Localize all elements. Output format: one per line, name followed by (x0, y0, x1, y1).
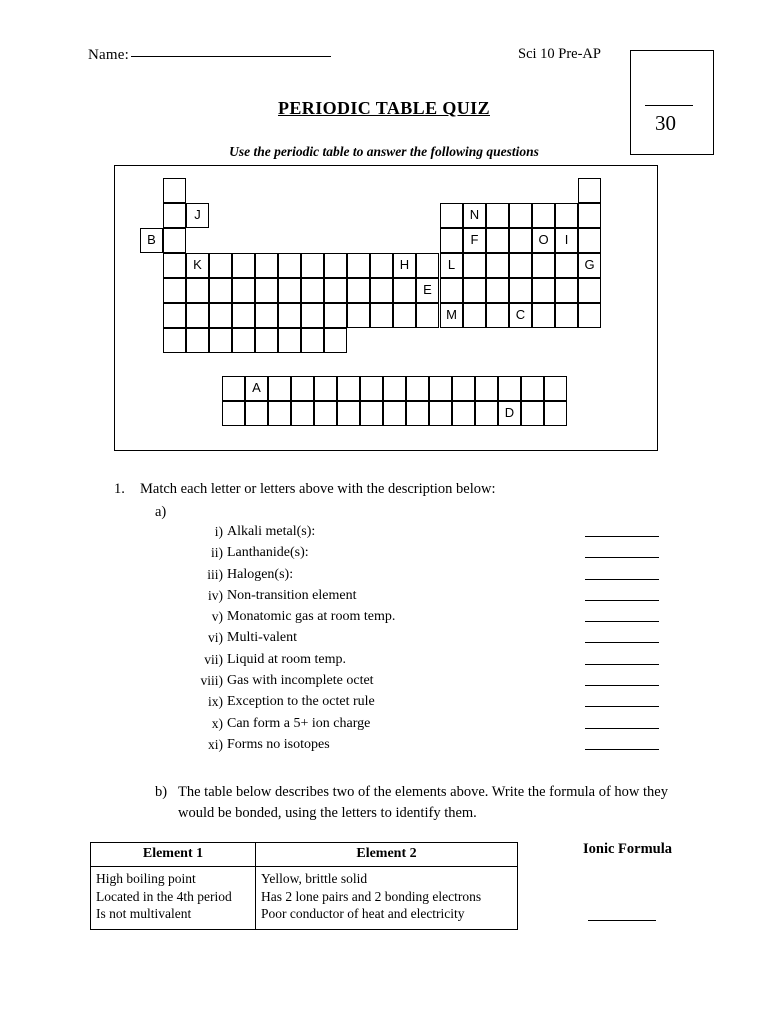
pt-cell (393, 278, 416, 303)
list-item (155, 630, 675, 651)
pt-cell (440, 203, 463, 228)
answer-blank[interactable] (585, 706, 659, 707)
item-roman: xi) (208, 736, 223, 752)
item-roman: i) (214, 524, 223, 539)
pt-cell (416, 253, 439, 278)
pt-cell (360, 401, 383, 426)
pt-cell (406, 376, 429, 401)
item-roman: iii) (207, 566, 223, 582)
list-item (155, 545, 675, 566)
pt-cell-H: H (393, 253, 416, 278)
item-description: Can form a 5+ ion charge (227, 715, 371, 731)
pt-cell (440, 278, 463, 303)
pt-cell (532, 303, 555, 328)
list-item (155, 609, 675, 630)
pt-cell (429, 401, 452, 426)
pt-cell (163, 303, 186, 328)
pt-cell (475, 401, 498, 426)
pt-cell (475, 376, 498, 401)
pt-cell (337, 401, 360, 426)
pt-cell (463, 303, 486, 328)
element-1-properties (91, 867, 255, 929)
question-1-number: 1. (114, 481, 125, 497)
pt-cell-E: E (416, 278, 439, 303)
item-description: Alkali metal(s): (227, 524, 316, 539)
periodic-table-figure (114, 165, 658, 451)
pt-cell (232, 303, 255, 328)
item-roman: viii) (200, 673, 223, 689)
pt-cell-G: G (578, 253, 601, 278)
pt-cell (186, 303, 209, 328)
answer-blank[interactable] (585, 557, 659, 558)
pt-cell-B: B (140, 228, 163, 253)
pt-cell-A: A (245, 376, 268, 401)
pt-cell (429, 376, 452, 401)
list-item (155, 716, 675, 737)
pt-cell (532, 203, 555, 228)
list-item (155, 652, 675, 673)
pt-cell (544, 401, 567, 426)
page-title: PERIODIC TABLE QUIZ (278, 98, 490, 118)
item-description: Forms no isotopes (227, 736, 330, 752)
pt-cell (232, 278, 255, 303)
pt-cell-L: L (440, 253, 463, 278)
list-item (155, 588, 675, 609)
pt-cell-D: D (498, 401, 521, 426)
question-1-text: Match each letter or letters above with the description below: (140, 481, 496, 497)
pt-cell (393, 303, 416, 328)
item-description: Multi-valent (227, 630, 297, 646)
element-description-table (90, 842, 518, 930)
pt-cell (163, 253, 186, 278)
pt-cell-F: F (463, 228, 486, 253)
pt-cell (337, 376, 360, 401)
table-row (91, 867, 517, 929)
item-description: Exception to the octet rule (227, 694, 375, 710)
pt-cell (452, 401, 475, 426)
pt-cell (163, 228, 186, 253)
item-roman: x) (211, 715, 223, 731)
pt-cell (186, 278, 209, 303)
pt-cell (555, 303, 578, 328)
pt-cell-I: I (555, 228, 578, 253)
page-subtitle: Use the periodic table to answer the following questions (229, 144, 539, 159)
pt-cell (301, 278, 324, 303)
item-description: Non-transition element (227, 587, 357, 603)
ionic-formula-blank[interactable] (588, 920, 656, 921)
item-roman: v) (211, 609, 223, 625)
column-header-element-1: Element 1 (142, 846, 204, 861)
pt-cell-C: C (509, 303, 532, 328)
pt-cell (301, 303, 324, 328)
item-description: Liquid at room temp. (227, 651, 346, 667)
question-1b-text: The table below describes two of the elements above. Write the formula of how they would be bonded, using the letters to identify them. (178, 784, 668, 821)
course-label: Sci 10 Pre-AP (518, 46, 601, 62)
pt-cell (163, 203, 186, 228)
pt-cell (486, 228, 509, 253)
answer-blank[interactable] (585, 749, 659, 750)
pt-cell (324, 278, 347, 303)
pt-cell (255, 278, 278, 303)
pt-cell (370, 278, 393, 303)
pt-cell (347, 303, 370, 328)
name-write-line[interactable] (131, 44, 331, 57)
pt-cell (255, 303, 278, 328)
pt-cell (209, 278, 232, 303)
pt-cell (578, 178, 601, 203)
property-line: High boiling point (96, 871, 196, 886)
pt-cell-O: O (532, 228, 555, 253)
column-header-element-2: Element 2 (255, 843, 517, 866)
ionic-formula-label: Ionic Formula (583, 841, 673, 857)
property-line: Yellow, brittle solid (261, 871, 368, 886)
item-description: Monatomic gas at room temp. (227, 609, 396, 625)
item-roman: vii) (204, 651, 223, 667)
property-line: Has 2 lone pairs and 2 bonding electrons (261, 888, 482, 904)
pt-cell (163, 278, 186, 303)
pt-cell-K: K (186, 253, 209, 278)
pt-cell (521, 401, 544, 426)
pt-cell (186, 328, 209, 353)
pt-cell (314, 401, 337, 426)
pt-cell (209, 328, 232, 353)
pt-cell-J: J (186, 203, 209, 228)
pt-cell (163, 328, 186, 353)
pt-cell (521, 376, 544, 401)
answer-blank[interactable] (585, 685, 659, 686)
pt-cell (406, 401, 429, 426)
pt-cell (291, 376, 314, 401)
question-1b (155, 782, 675, 824)
item-description: Halogen(s): (227, 566, 294, 582)
pt-cell (268, 401, 291, 426)
match-item-list (155, 524, 675, 758)
pt-cell (486, 253, 509, 278)
pt-cell (370, 303, 393, 328)
pt-cell (209, 303, 232, 328)
pt-cell (486, 303, 509, 328)
question-1b-label: b) (155, 784, 168, 800)
table-header-row (91, 843, 517, 867)
pt-cell (291, 401, 314, 426)
answer-blank[interactable] (585, 579, 659, 580)
element-2-properties (255, 867, 517, 929)
property-line: Located in the 4th period (96, 888, 232, 904)
pt-cell (232, 328, 255, 353)
pt-cell (222, 376, 245, 401)
pt-cell (555, 253, 578, 278)
pt-cell (278, 253, 301, 278)
pt-cell (486, 278, 509, 303)
pt-cell (509, 228, 532, 253)
pt-cell (324, 253, 347, 278)
pt-cell (440, 228, 463, 253)
pt-cell (209, 253, 232, 278)
pt-cell (383, 376, 406, 401)
name-field-label (88, 44, 331, 64)
pt-cell (163, 178, 186, 203)
pt-cell (532, 278, 555, 303)
pt-cell (578, 278, 601, 303)
pt-cell-M: M (440, 303, 463, 328)
pt-cell (360, 376, 383, 401)
pt-cell (245, 401, 268, 426)
name-label: Name: (88, 47, 129, 63)
answer-blank[interactable] (585, 664, 659, 665)
pt-cell (509, 203, 532, 228)
item-roman: vi) (208, 630, 223, 646)
answer-blank[interactable] (585, 642, 659, 643)
pt-cell (301, 328, 324, 353)
item-description: Gas with incomplete octet (227, 673, 374, 689)
pt-cell (416, 303, 439, 328)
pt-cell (555, 203, 578, 228)
answer-blank[interactable] (585, 621, 659, 622)
pt-cell (347, 253, 370, 278)
pt-cell (555, 278, 578, 303)
pt-cell (532, 253, 555, 278)
property-line: Poor conductor of heat and electricity (261, 906, 465, 921)
pt-cell (232, 253, 255, 278)
pt-cell (222, 401, 245, 426)
list-item (155, 737, 675, 758)
pt-cell (324, 328, 347, 353)
item-roman: ii) (211, 545, 223, 561)
pt-cell (463, 278, 486, 303)
pt-cell (498, 376, 521, 401)
pt-cell (578, 303, 601, 328)
pt-cell (578, 228, 601, 253)
pt-cell (324, 303, 347, 328)
list-item (155, 524, 675, 545)
pt-cell (278, 278, 301, 303)
pt-cell (486, 203, 509, 228)
pt-cell (509, 278, 532, 303)
answer-blank[interactable] (585, 600, 659, 601)
pt-cell (370, 253, 393, 278)
item-description: Lanthanide(s): (227, 545, 309, 561)
question-1a-label: a) (155, 504, 167, 520)
pt-cell (255, 328, 278, 353)
list-item (155, 673, 675, 694)
score-total: 30 (655, 111, 676, 135)
pt-cell (347, 278, 370, 303)
answer-blank[interactable] (585, 536, 659, 537)
pt-cell (452, 376, 475, 401)
list-item (155, 567, 675, 588)
pt-cell (463, 253, 486, 278)
pt-cell (268, 376, 291, 401)
pt-cell-N: N (463, 203, 486, 228)
pt-cell (278, 303, 301, 328)
answer-blank[interactable] (585, 728, 659, 729)
item-roman: ix) (208, 694, 223, 710)
pt-cell (314, 376, 337, 401)
property-line: Is not multivalent (96, 906, 192, 921)
pt-cell (278, 328, 301, 353)
pt-cell (544, 376, 567, 401)
pt-cell (383, 401, 406, 426)
pt-cell (578, 203, 601, 228)
item-roman: iv) (208, 587, 223, 603)
pt-cell (301, 253, 324, 278)
pt-cell (255, 253, 278, 278)
pt-cell (509, 253, 532, 278)
list-item (155, 694, 675, 715)
